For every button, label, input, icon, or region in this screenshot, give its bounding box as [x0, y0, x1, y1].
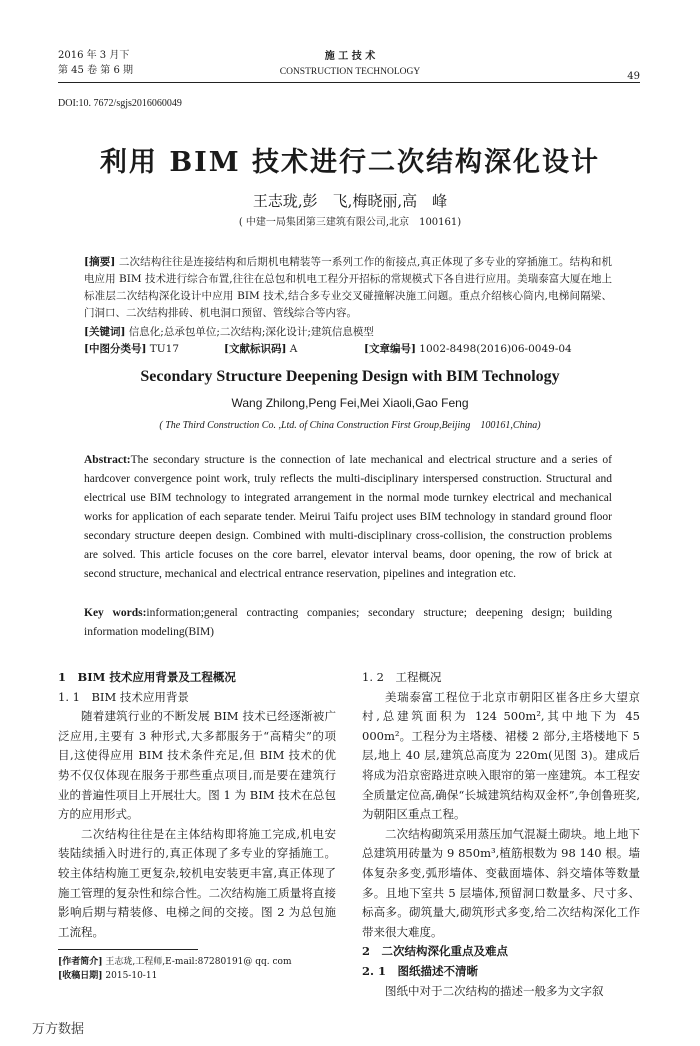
header-rule: [58, 82, 640, 83]
abstract-cn-label: [摘要]: [84, 256, 116, 268]
section-2-heading: 2 二次结构深化重点及难点: [362, 944, 509, 959]
keywords-en-label: Key words:: [84, 607, 147, 619]
abstract-cn: [84, 254, 612, 322]
abstract-en-label: Abstract:: [84, 454, 131, 466]
keywords-en: [84, 604, 612, 642]
section-1-2-heading: 1. 2 工程概况: [362, 670, 442, 684]
abstract-en: [84, 451, 612, 584]
watermark: 万方数据: [32, 1022, 85, 1037]
right-paragraph-2: 二次结构砌筑采用蒸压加气混凝土砌块。地上地下总建筑用砖量为 9 850m³,植筋根数为 98 140 根。墙体复杂多变,弧形墙体、变截面墙体、斜交墙体等数量多。且地下室共 5 层墙体,预留洞口数量多、尺寸多、标高多。砌筑量大,砌筑形式多变,给二次结构深化工作带来很大难度。: [362, 826, 640, 939]
author-note: [58, 956, 292, 969]
keywords-cn-label: [关键词]: [84, 326, 126, 338]
title-cn: 利用 BIM 技术进行二次结构深化设计: [99, 147, 601, 178]
keywords-en-text: information;general contracting companies; secondary structure; deepening design; building information modeling(BIM): [84, 607, 612, 638]
section-2-1-heading: 2. 1 图纸描述不清晰: [362, 963, 479, 978]
journal-title-cn: 施 工 技 术: [324, 51, 376, 62]
article-number-value: 1002-8498(2016)06-0049-04: [419, 343, 572, 355]
keywords-cn-text: 信息化;总承包单位;二次结构;深化设计;建筑信息模型: [128, 326, 374, 338]
page-number: 49: [627, 71, 640, 82]
received-date-label: [收稿日期]: [58, 971, 103, 981]
right-column: [362, 668, 640, 1001]
right-paragraph-1: 美瑞泰富工程位于北京市朝阳区崔各庄乡大望京村,总建筑面积为 124 500m²,其中地下为 45 000m²。工程分为主塔楼、裙楼 2 部分,主塔楼地下 5 层,地上 40 层,建筑总高度为 220m(见图 3)。建成后将成为沿京密路进京映入眼帘的第一座建筑。本工程安全质量定位高,确保“长城建筑结构双金杯”,争创鲁班奖,为朝阳区重点工程。: [362, 689, 640, 822]
right-paragraph-3: 图纸中对于二次结构的描述一般多为文字叙: [385, 983, 604, 998]
classification-line: [84, 341, 612, 358]
received-date: [58, 970, 157, 983]
left-column: [58, 668, 336, 942]
left-paragraph-1: 随着建筑行业的不断发展 BIM 技术已经逐渐被广泛应用,主要有 3 种形式,大多都服务于“高精尖”的项目,这使得应用 BIM 技术条件充足,但 BIM 技术的优势不仅仅体现在服务于那些重点项目,而是要在建筑行业的普遍性项目上开展壮大。图 1 为 BIM 技术在总包方的应用形式。: [58, 709, 336, 822]
doi: DOI:10. 7672/sgjs2016060049: [58, 98, 182, 109]
authors-cn: 王志珑,彭 飞,梅晓丽,高 峰: [252, 192, 448, 210]
clc-label: [中图分类号]: [84, 343, 147, 355]
section-1-1-heading: 1. 1 BIM 技术应用背景: [58, 689, 189, 704]
volume-issue: 第 45 卷 第 6 期: [58, 65, 133, 76]
abstract-cn-text: 二次结构往往是连接结构和后期机电精装等一系列工作的衔接点,真正体现了多专业的穿插施工。结构和机电应用 BIM 技术进行综合布置,往往在总包和机电工程分开招标的常规模式下各自进行应用。美瑞泰富大厦在地上标准层二次结构深化设计中应用 BIM 技术,结合多专业交叉碰撞解决施工问题。重点介绍核心筒内,电梯间隔梁、门洞口、二次结构排砖、机电洞口预留、管线综合等内容。: [84, 256, 613, 319]
affiliation-en: ( The Third Construction Co. ,Ltd. of China Construction First Group,Beijing 100161,China): [159, 420, 541, 431]
article-number-label: [文章编号]: [364, 343, 416, 355]
section-1-heading: 1 BIM 技术应用背景及工程概况: [58, 670, 236, 684]
received-date-text: 2015-10-11: [105, 971, 158, 981]
abstract-en-text: The secondary structure is the connection of late mechanical and electrical structure and a series of hardcover convergence point work, truly reflects the multi-disciplinary interspersed construction. Structural and electrical use BIM technology to integrated arrangement in the normal mode turnkey electrical and mechanical works for application of each separate tender. Meirui Taifu project uses BIM technology in standard ground floor secondary structure deepen design. Combined with multi-disciplinary cross-collision, the construction problems are solved. This article focuses on the core barrel, elevator interval beams, door opening, the row of brick at second structure, mechanical and electrical entrance reservation, pipelines and integration etc.: [84, 454, 612, 580]
issue-date: 2016 年 3 月下: [58, 50, 130, 61]
journal-title-en: CONSTRUCTION TECHNOLOGY: [279, 67, 421, 77]
keywords-cn: [84, 324, 612, 341]
affiliation-cn: ( 中建一局集团第三建筑有限公司,北京 100161): [238, 217, 462, 228]
doc-code-label: [文献标识码]: [224, 343, 287, 355]
title-en: Secondary Structure Deepening Design with BIM Technology: [140, 368, 560, 385]
author-note-text: 王志珑,工程师,E-mail:87280191@ qq. com: [105, 957, 292, 967]
author-note-label: [作者简介]: [58, 957, 103, 967]
footnote-rule: [58, 949, 198, 950]
authors-en: Wang Zhilong,Peng Fei,Mei Xiaoli,Gao Feng: [231, 396, 469, 410]
left-paragraph-2: 二次结构往往是在主体结构即将施工完成,机电安装陆续插入时进行的,真正体现了多专业的穿插施工。较主体结构施工更复杂,较机电安装更丰富,真正体现了施工管理的复杂性和综合性。二次结构施工质量将直接影响后期与精装修、电梯之间的交接。图 2 为总包施工流程。: [58, 826, 336, 939]
clc-value: TU17: [149, 343, 179, 355]
doc-code-value: A: [289, 343, 298, 355]
